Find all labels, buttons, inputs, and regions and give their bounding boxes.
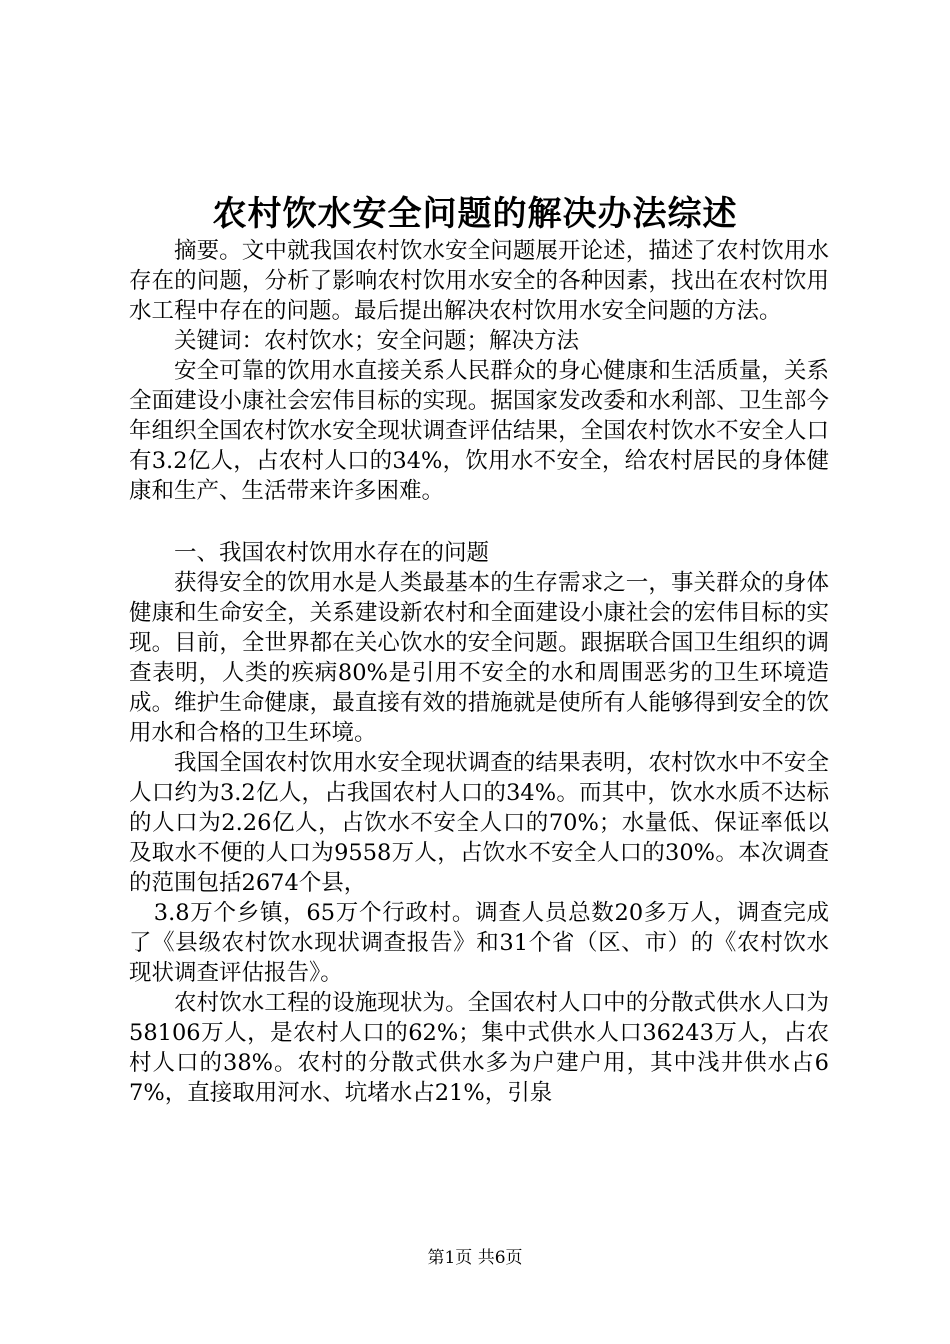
paragraph-gap xyxy=(129,506,829,538)
document-body xyxy=(129,236,829,1108)
section-paragraph-4: 农村饮水工程的设施现状为。全国农村人口中的分散式供水人口为58106万人，是农村人口的62%；集中式供水人口36243万人，占农村人口的38%。农村的分散式供水多为户建户用，其中浅井供水占67%，直接取用河水、坑堵水占21%，引泉 xyxy=(129,990,829,1106)
keywords-paragraph: 关键词：农村饮水；安全问题；解决方法 xyxy=(174,328,580,354)
section-heading: 一、我国农村饮用水存在的问题 xyxy=(174,540,490,566)
page-footer: 第1页 共6页 xyxy=(427,1248,523,1268)
abstract-paragraph: 摘要。文中就我国农村饮水安全问题展开论述，描述了农村饮用水存在的问题，分析了影响农村饮用水安全的各种因素，找出在农村饮用水工程中存在的问题。最后提出解决农村饮用水安全问题的方法。 xyxy=(129,238,829,324)
intro-paragraph: 安全可靠的饮用水直接关系人民群众的身心健康和生活质量，关系全面建设小康社会宏伟目标的实现。据国家发改委和水利部、卫生部今年组织全国农村饮水安全现状调查评估结果，全国农村饮水不安全人口有3.2亿人，占农村人口的34%，饮用水不安全，给农村居民的身体健康和生产、生活带来许多困难。 xyxy=(129,358,829,504)
section-paragraph-2: 我国全国农村饮用水安全现状调查的结果表明，农村饮水中不安全人口约为3.2亿人，占我国农村人口的34%。而其中，饮水水质不达标的人口为2.26亿人，占饮水不安全人口的70%；水量低、保证率低以及取水不便的人口为9558万人，占饮水不安全人口的30%。本次调查的范围包括2674个县， xyxy=(129,750,829,896)
section-paragraph-3: 3.8万个乡镇，65万个行政村。调查人员总数20多万人，调查完成了《县级农村饮水现状调查报告》和31个省（区、市）的《农村饮水现状调查评估报告》。 xyxy=(129,900,829,986)
section-paragraph-1: 获得安全的饮用水是人类最基本的生存需求之一，事关群众的身体健康和生命安全，关系建设新农村和全面建设小康社会的宏伟目标的实现。目前，全世界都在关心饮水的安全问题。跟据联合国卫生组织的调查表明，人类的疾病80%是引用不安全的水和周围恶劣的卫生环境造成。维护生命健康，最直接有效的措施就是使所有人能够得到安全的饮用水和合格的卫生环境。 xyxy=(129,570,829,746)
document-title: 农村饮水安全问题的解决办法综述 xyxy=(212,194,738,234)
